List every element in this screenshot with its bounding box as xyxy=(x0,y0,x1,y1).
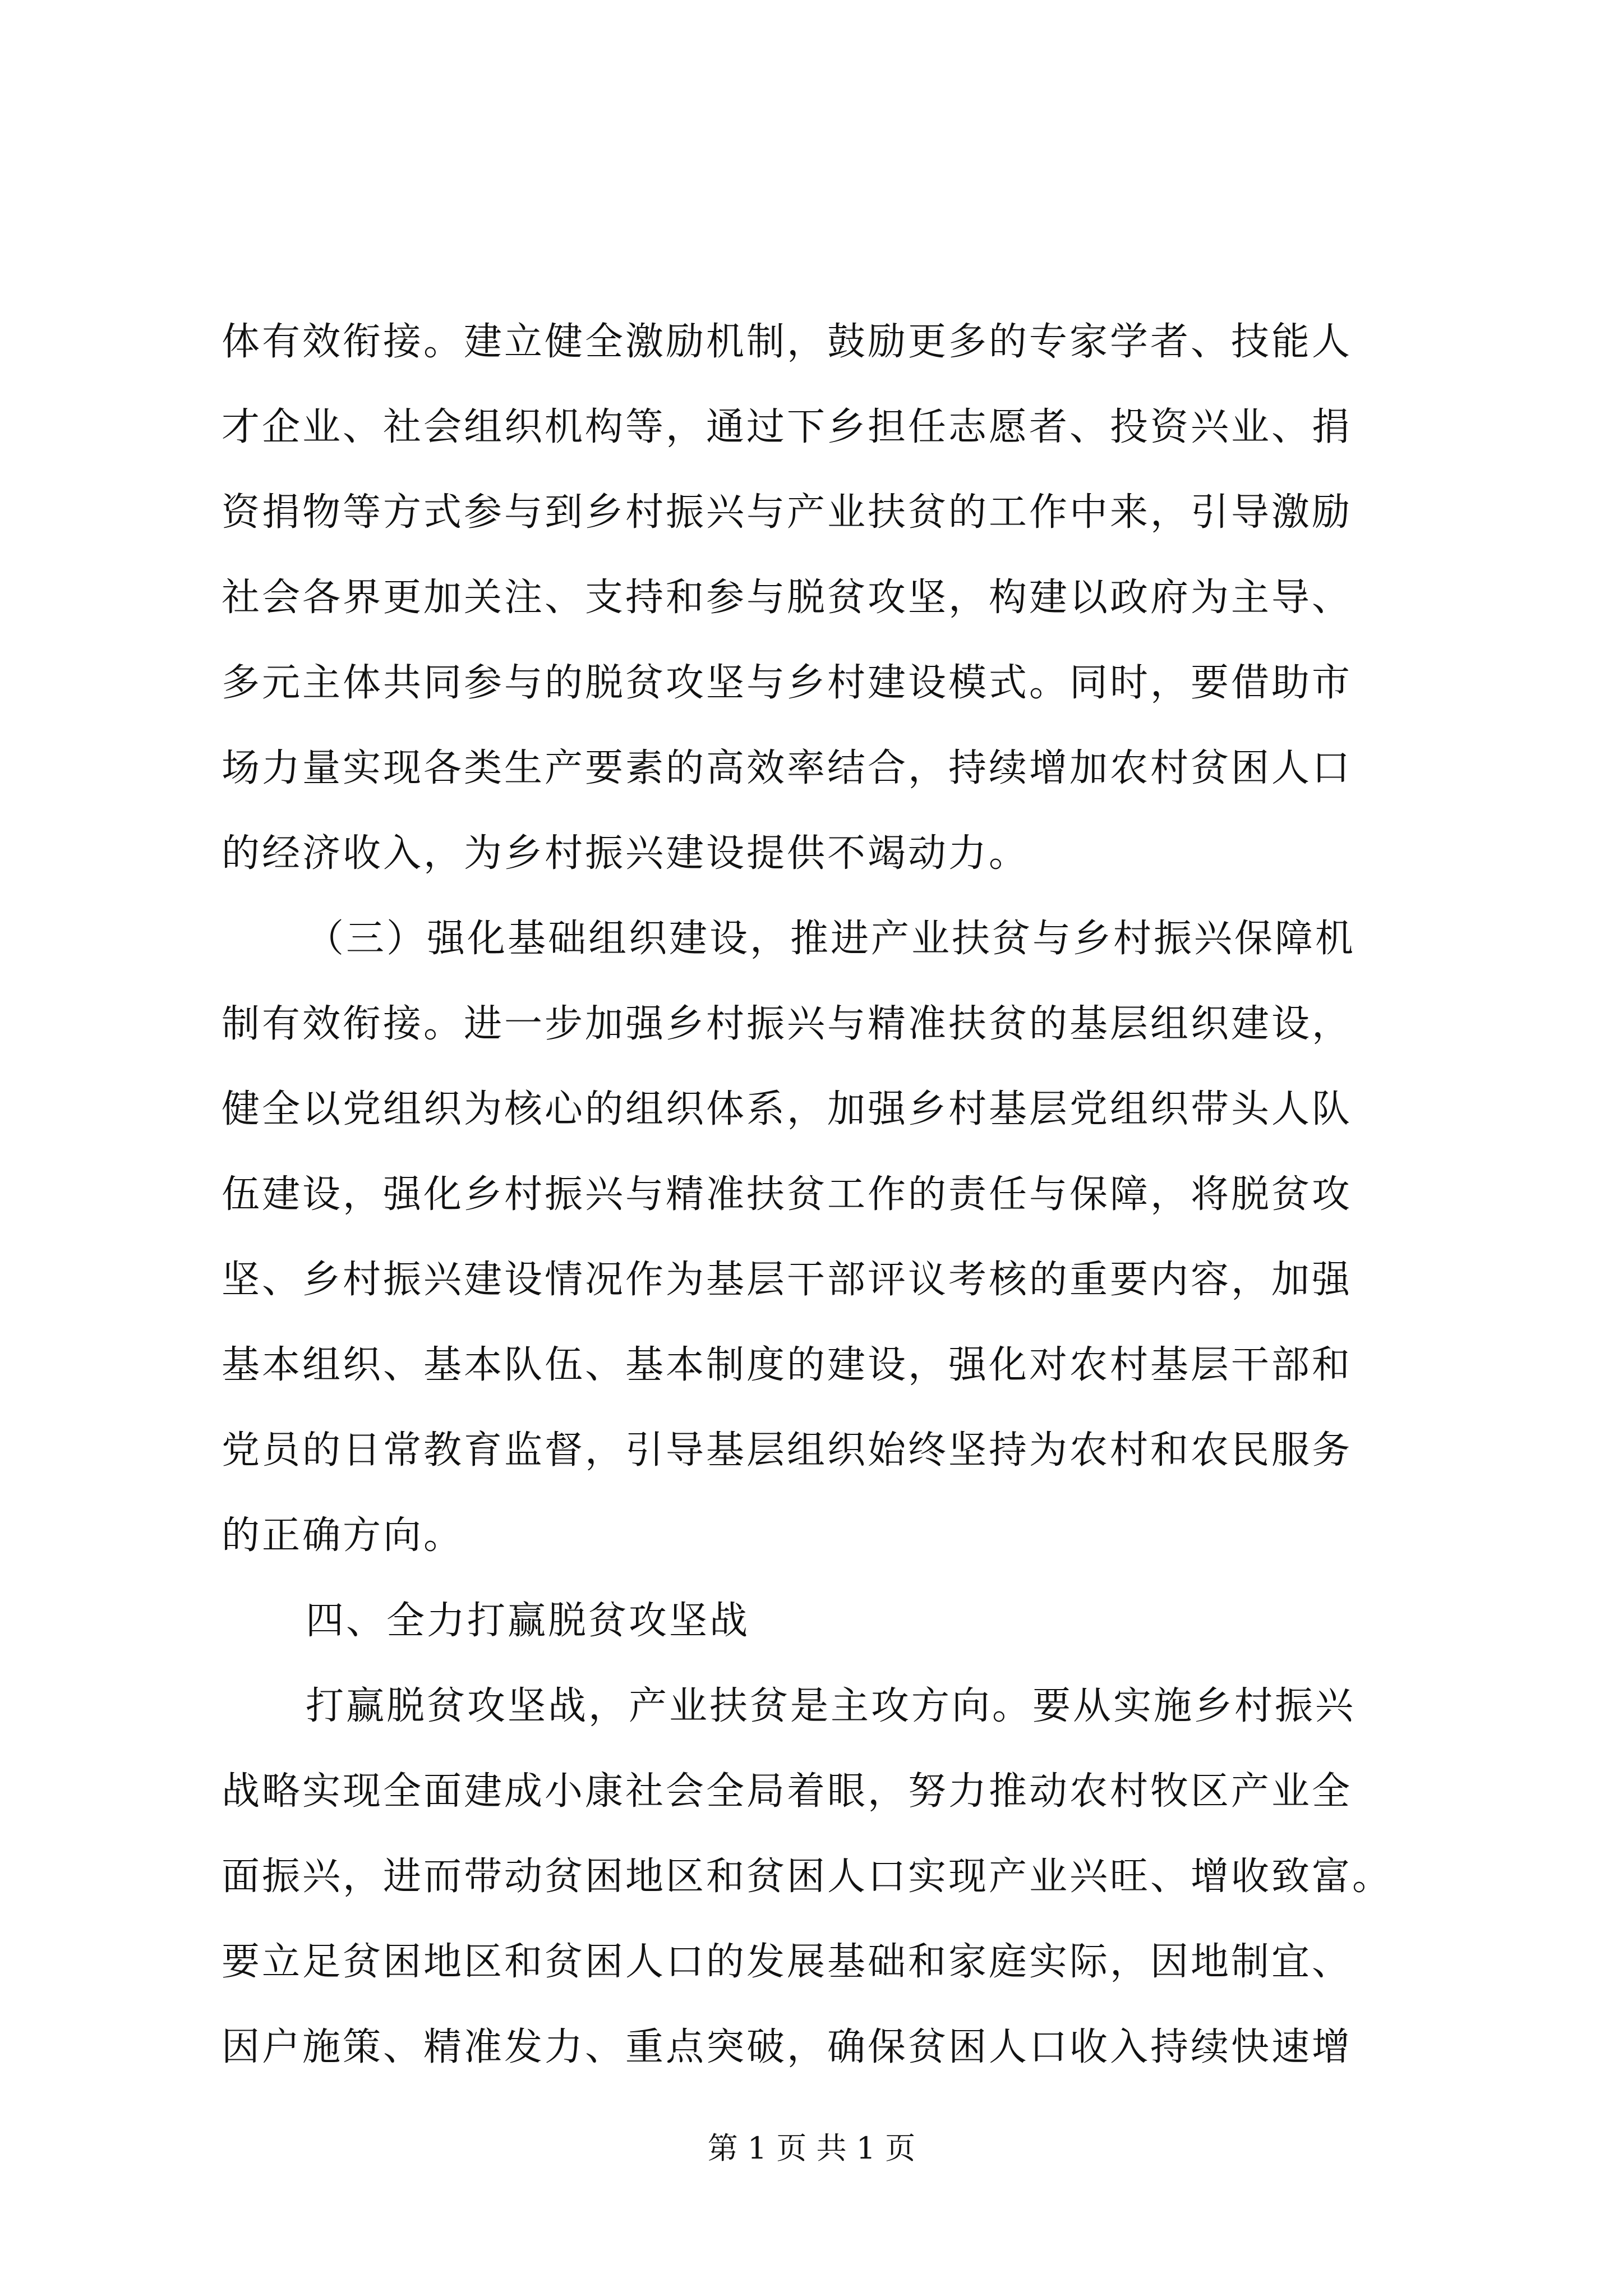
body-text-line: 才企业、社会组织机构等，通过下乡担任志愿者、投资兴业、捐 xyxy=(222,405,1353,449)
body-text-line: 资捐物等方式参与到乡村振兴与产业扶贫的工作中来，引导激励 xyxy=(222,490,1353,535)
body-text-line: 社会各界更加关注、支持和参与脱贫攻坚，构建以政府为主导、 xyxy=(222,576,1353,620)
body-text-line: 制有效衔接。进一步加强乡村振兴与精准扶贫的基层组织建设， xyxy=(222,1002,1353,1046)
body-text-line: 坚、乡村振兴建设情况作为基层干部评议考核的重要内容，加强 xyxy=(222,1258,1353,1302)
body-text-line: 因户施策、精准发力、重点突破，确保贫困人口收入持续快速增 xyxy=(222,2025,1353,2069)
body-text-line: 要立足贫困地区和贫困人口的发展基础和家庭实际，因地制宜、 xyxy=(222,1940,1353,1984)
section-heading-line: （三）强化基础组织建设，推进产业扶贫与乡村振兴保障机 xyxy=(306,917,1356,961)
body-text-line: 基本组织、基本队伍、基本制度的建设，强化对农村基层干部和 xyxy=(222,1343,1353,1387)
page-footer: 第 1 页 共 1 页 xyxy=(707,2131,916,2166)
body-text-line: 多元主体共同参与的脱贫攻坚与乡村建设模式。同时，要借助市 xyxy=(222,661,1353,705)
body-text-line: 打赢脱贫攻坚战，产业扶贫是主攻方向。要从实施乡村振兴 xyxy=(306,1684,1356,1728)
body-text-line: 健全以党组织为核心的组织体系，加强乡村基层党组织带头人队 xyxy=(222,1087,1353,1131)
body-text-line: 面振兴，进而带动贫困地区和贫困人口实现产业兴旺、增收致富。 xyxy=(222,1855,1393,1899)
body-text-line: 的正确方向。 xyxy=(222,1513,464,1558)
body-text-line: 场力量实现各类生产要素的高效率结合，持续增加农村贫困人口 xyxy=(222,746,1353,790)
body-text-line: 党员的日常教育监督，引导基层组织始终坚持为农村和农民服务 xyxy=(222,1428,1353,1473)
body-text-line: 的经济收入，为乡村振兴建设提供不竭动力。 xyxy=(222,831,1030,876)
body-text-line: 伍建设，强化乡村振兴与精准扶贫工作的责任与保障，将脱贫攻 xyxy=(222,1172,1353,1217)
body-text-line: 体有效衔接。建立健全激励机制，鼓励更多的专家学者、技能人 xyxy=(222,320,1353,364)
section-heading: 四、全力打赢脱贫攻坚战 xyxy=(306,1599,750,1643)
body-text-line: 战略实现全面建成小康社会全局着眼，努力推动农村牧区产业全 xyxy=(222,1769,1353,1814)
